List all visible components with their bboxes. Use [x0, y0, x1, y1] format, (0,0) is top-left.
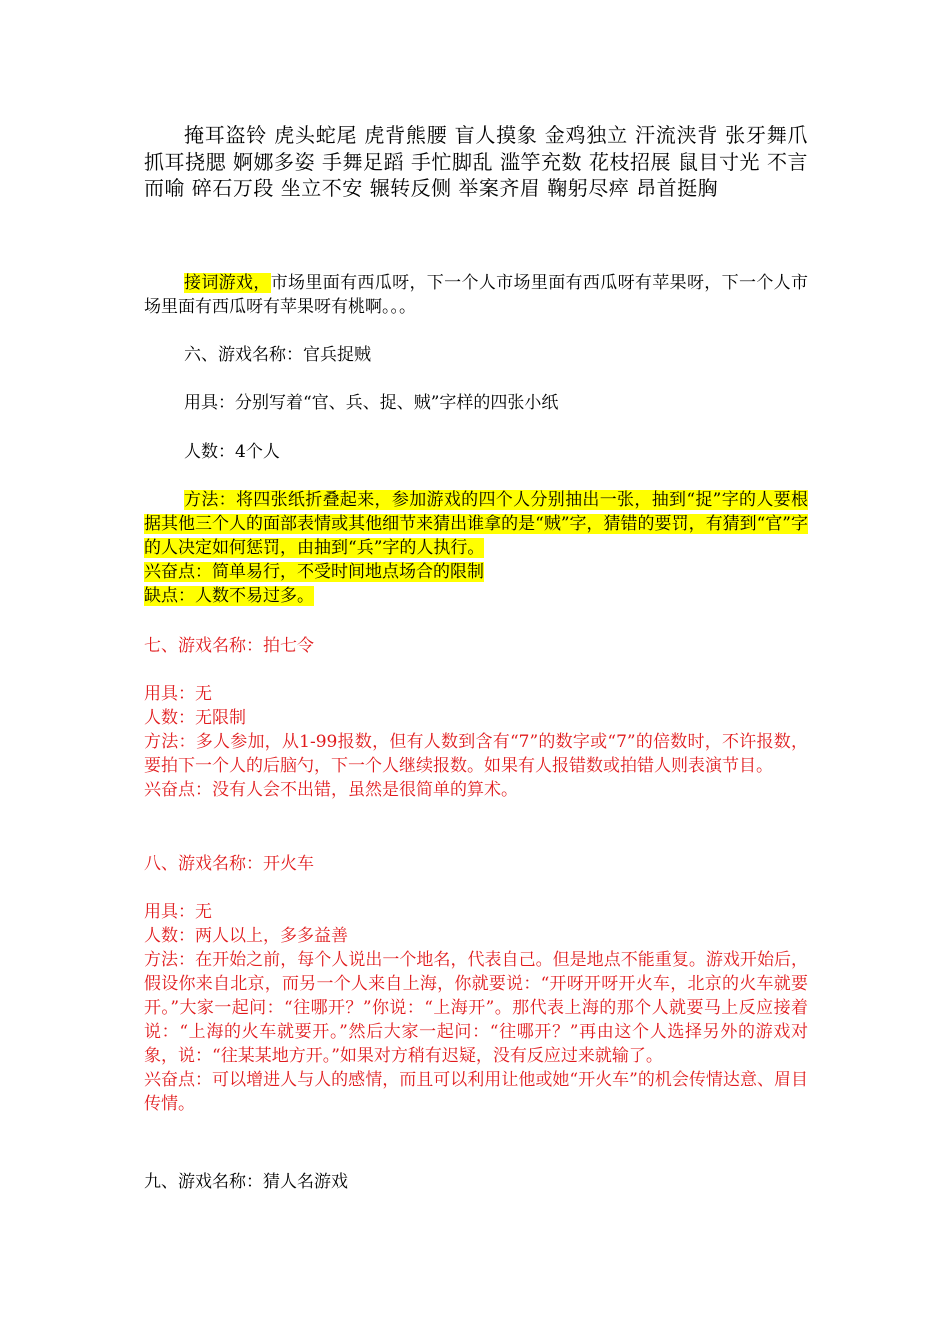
jieci-paragraph — [144, 271, 808, 319]
game7-method: 方法：多人参加，从1-99报数，但有人数到含有“7”的数字或“7”的倍数时，不许报数，要拍下一个人的后脑勺，下一个人继续报数。如果有人报错数或拍错人则表演节目。 — [144, 732, 808, 776]
game6-tools: 用具：分别写着“官、兵、捉、贼”字样的四张小纸 — [184, 393, 559, 413]
game7-title: 七、游戏名称：拍七令 — [144, 636, 314, 656]
game7-people: 人数：无限制 — [144, 708, 246, 728]
game6-method: 方法：将四张纸折叠起来，参加游戏的四个人分别抽出一张，抽到“捉”字的人要根据其他三个人的面部表情或其他细节来猜出谁拿的是“贼”字，猜错的要罚，有猜到“官”字的人决定如何惩罚，由抽到“兵”字的人执行。 — [144, 490, 808, 558]
game6-title: 六、游戏名称：官兵捉贼 — [184, 345, 371, 365]
game8-title: 八、游戏名称：开火车 — [144, 854, 314, 874]
game8-method: 方法：在开始之前，每个人说出一个地名，代表自己。但是地点不能重复。游戏开始后，假设你来自北京，而另一个人来自上海，你就要说：“开呀开呀开火车，北京的火车就要开。”大家一起问：“往哪开？”你说：“上海开”。那代表上海的那个人就要马上反应接着说：“上海的火车就要开。”然后大家一起问：“往哪开？”再由这个人选择另外的游戏对象，说：“往某某地方开。”如果对方稍有迟疑，没有反应过来就输了。 — [144, 950, 808, 1066]
jieci-label: 接词游戏， — [184, 273, 271, 293]
jieci-text: 市场里面有西瓜呀，下一个人市场里面有西瓜呀有苹果呀，下一个人市场里面有西瓜呀有苹果呀有桃啊。。。 — [144, 273, 809, 317]
game8-people: 人数：两人以上，多多益善 — [144, 926, 348, 946]
game7-fun: 兴奋点：没有人会不出错，虽然是很简单的算术。 — [144, 780, 518, 800]
game6-people: 人数：4个人 — [184, 442, 280, 462]
game8-fun: 兴奋点：可以增进人与人的感情，而且可以利用让他或她“开火车”的机会传情达意、眉目传情。 — [144, 1070, 808, 1114]
game6-fun: 兴奋点：简单易行，不受时间地点场合的限制 — [144, 562, 484, 582]
game8-tools: 用具：无 — [144, 902, 212, 922]
game7-tools: 用具：无 — [144, 684, 212, 704]
game7-details — [144, 682, 808, 802]
game6-details — [144, 488, 808, 608]
game8-details — [144, 900, 808, 1116]
game6-cons: 缺点：人数不易过多。 — [144, 586, 314, 606]
idiom-list: 掩耳盗铃 虎头蛇尾 虎背熊腰 盲人摸象 金鸡独立 汗流浃背 张牙舞爪 抓耳挠腮 婀娜多姿 手舞足蹈 手忙脚乱 滥竽充数 花枝招展 鼠目寸光 不言而喻 碎石万段 坐立不安 辗转反侧 举案齐眉 鞠躬尽瘁 昂首挺胸 — [144, 123, 808, 200]
game9-title: 九、游戏名称：猜人名游戏 — [144, 1172, 348, 1192]
